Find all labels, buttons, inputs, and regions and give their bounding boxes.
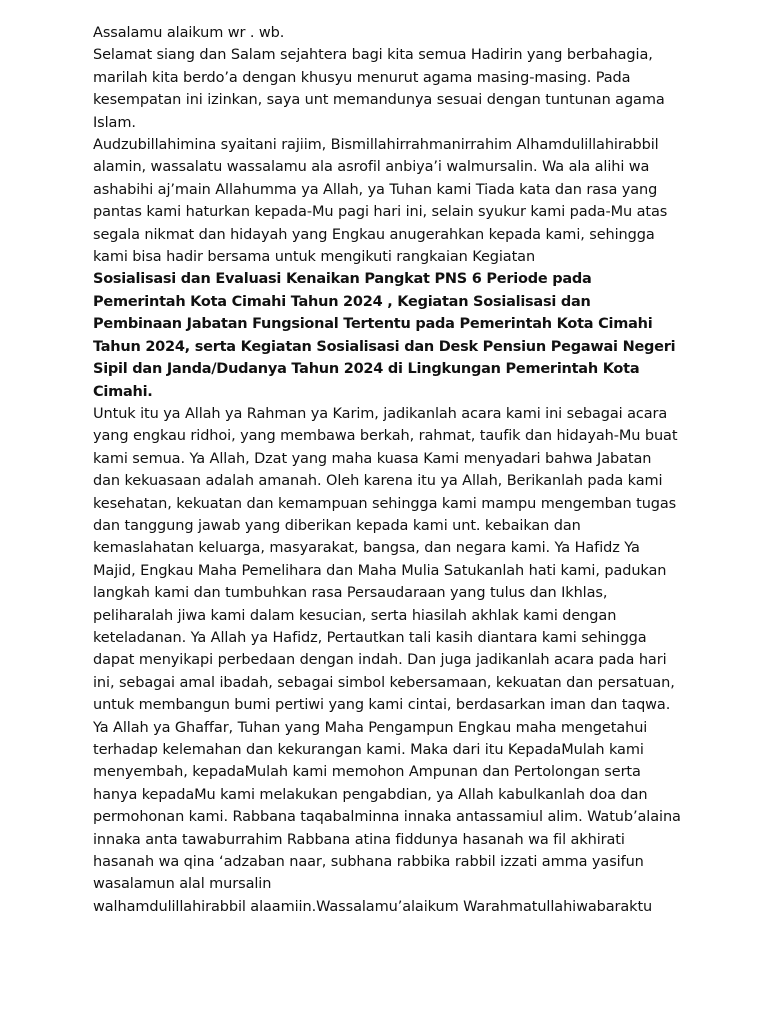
event-names-paragraph: Sosialisasi dan Evaluasi Kenaikan Pangkat PNS 6 Periode pada Pemerintah Kota Cimahi Tahun 2024 , Kegiatan Sosialisasi dan Pembinaan Jabatan Fungsional Tertentu pada Pemerintah Kota Cimahi Tahun 2024, serta Kegiatan Sosialisasi dan Desk Pensiun Pegawai Negeri Sipil dan Janda/Dudanya Tahun 2024 di Lingkungan Pemerintah Kota Cimahi. xyxy=(93,271,676,400)
greeting-line: Assalamu alaikum wr . wb. xyxy=(93,25,285,41)
prayer-intro-paragraph: Audzubillahimina syaitani rajiim, Bismillahirrahmanirrahim Alhamdulillahirabbil alamin, wassalatu wassalamu ala asrofil anbiya’i walmursalin. Wa ala alihi wa ashabihi aj’main Allahumma ya Allah, ya Tuhan kami Tiada kata dan rasa yang pantas kami haturkan kepada-Mu pagi hari ini, selain syukur kami pada-Mu atas segala nikmat dan hidayah yang Engkau anugerahkan kepada kami, sehingga kami bisa hadir bersama untuk mengikuti rangkaian Kegiatan xyxy=(93,137,668,266)
document-page xyxy=(93,22,681,918)
closing-line: walhamdulillahirabbil alaamiin.Wassalamu’alaikum Warahmatullahiwabaraktu xyxy=(93,898,653,915)
opening-paragraph: Selamat siang dan Salam sejahtera bagi kita semua Hadirin yang berbahagia, marilah kita berdo’a dengan khusyu menurut agama masing-masing. Pada kesempatan ini izinkan, saya unt memandunya sesuai dengan tuntunan agama Islam. xyxy=(93,47,665,131)
prayer-body-paragraph: Untuk itu ya Allah ya Rahman ya Karim, jadikanlah acara kami ini sebagai acara yang engkau ridhoi, yang membawa berkah, rahmat, taufik dan hidayah-Mu buat kami semua. Ya Allah, Dzat yang maha kuasa Kami menyadari bahwa Jabatan dan kekuasaan adalah amanah. Oleh karena itu ya Allah, Berikanlah pada kami kesehatan, kekuatan dan kemampuan sehingga kami mampu mengemban tugas dan tanggung jawab yang diberikan kepada kami unt. kebaikan dan kemaslahatan keluarga, masyarakat, bangsa, dan negara kami. Ya Hafidz Ya Majid, Engkau Maha Pemelihara dan Maha Mulia Satukanlah hati kami, padukan langkah kami dan tumbuhkan rasa Persaudaraan yang tulus dan Ikhlas, peliharalah jiwa kami dalam kesucian, serta hiasilah akhlak kami dengan keteladanan. Ya Allah ya Hafidz, Pertautkan tali kasih diantara kami sehingga dapat menyikapi perbedaan dengan indah. Dan juga jadikanlah acara pada hari ini, sebagai amal ibadah, sebagai simbol kebersamaan, kekuatan dan persatuan, untuk membangun bumi pertiwi yang kami cintai, berdasarkan iman dan taqwa. Ya Allah ya Ghaffar, Tuhan yang Maha Pengampun Engkau maha mengetahui terhadap kelemahan dan kekurangan kami. Maka dari itu KepadaMulah kami menyembah, kepadaMulah kami memohon Ampunan dan Pertolongan serta hanya kepadaMu kami melakukan pengabdian, ya Allah kabulkanlah doa dan permohonan kami. Rabbana taqabalminna innaka antassamiul alim. Watub’alaina innaka anta tawaburrahim Rabbana atina fiddunya hasanah wa fil akhirati hasanah wa qina ‘adzaban naar, subhana rabbika rabbil izzati amma yasifun wasalamun alal mursalin xyxy=(93,405,681,893)
